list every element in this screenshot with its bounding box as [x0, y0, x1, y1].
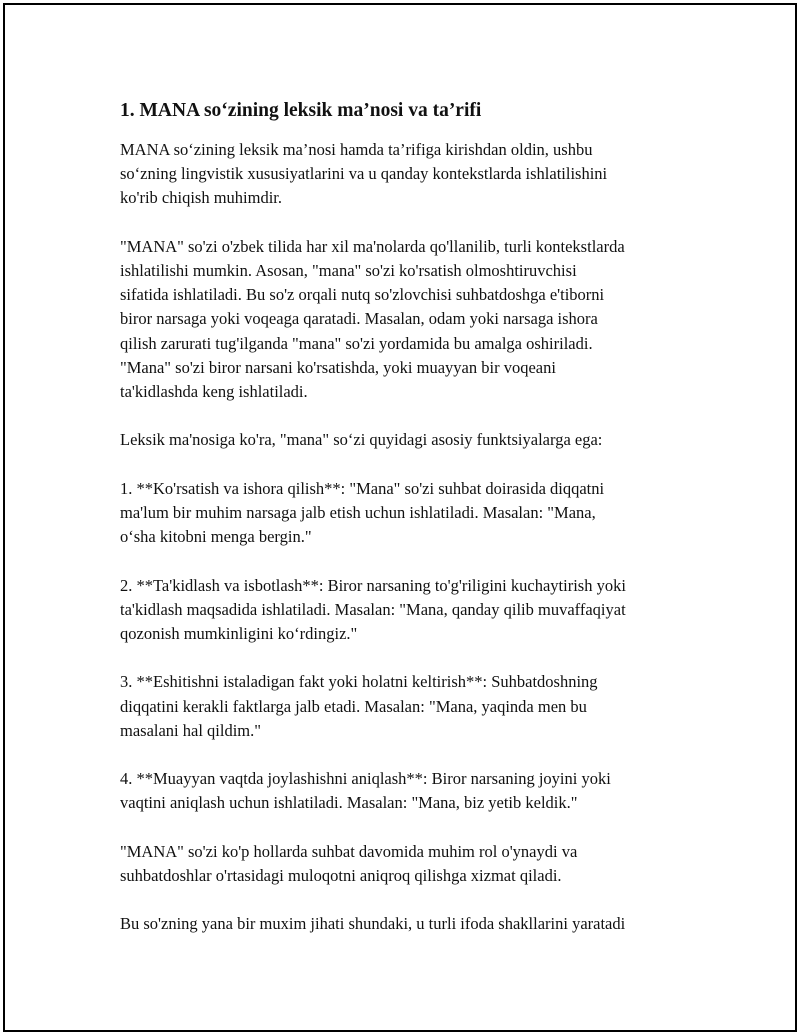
paragraph-functions-intro: Leksik ma'nosiga ko'ra, "mana" so‘zi quyidagi asosiy funktsiyalarga ega:: [120, 430, 603, 450]
paragraph-continuation: Bu so'zning yana bir muxim jihati shundaki, u turli ifoda shakllarini yaratadi: [120, 914, 626, 934]
document-body: [120, 97, 695, 961]
list-item-function-1: 1. **Ko'rsatish va ishora qilish**: "Mana" so'zi suhbat doirasida diqqatni ma'lum bir muhim narsaga jalb etish uchun ishlatiladi. Masalan: "Mana, o‘sha kitobni menga bergin.": [120, 478, 605, 547]
paragraph-intro: MANA so‘zining leksik ma’nosi hamda ta’rifiga kirishdan oldin, ushbu so‘zning lingvistik xususiyatlarini va u qanday kontekstlarda ishlatilishini ko'rib chiqish muhimdir.: [120, 140, 608, 208]
list-item-function-3: 3. **Eshitishni istaladigan fakt yoki holatni keltirish**: Suhbatdoshning diqqatini kerakli faktlarga jalb etadi. Masalan: "Mana, yaqinda men bu masalani hal qildim.": [120, 672, 598, 740]
list-item-function-4: 4. **Muayyan vaqtda joylashishni aniqlash**: Biror narsaning joyini yoki vaqtini aniqlash uchun ishlatiladi. Masalan: "Mana, biz yetib keldik.": [120, 769, 611, 813]
paragraph-usage: "MANA" so'zi o'zbek tilida har xil ma'nolarda qo'llanilib, turli kontekstlarda ishlatilishi mumkin. Asosan, "mana" so'zi ko'rsatish olmoshtiruvchisi sifatida ishlatiladi. Bu so'z orqali nutq so'zlovchisi suhbatdoshga e'tiborni biror narsaga yoki voqeaga qaratadi. Masalan, odam yoki narsaga ishora qilish zarurati tug'ilganda "mana" so'zi yordamida bu amalga oshiriladi. "Mana" so'zi biror narsani ko'rsatishda, yoki muayyan bir voqeani ta'kidlashda keng ishlatiladi.: [120, 236, 625, 402]
list-item-function-2: 2. **Ta'kidlash va isbotlash**: Biror narsaning to'g'riligini kuchaytirish yoki ta'kidlash maqsadida ishlatiladi. Masalan: "Mana, qanday qilib muvaffaqiyat qozonish mumkinligini ko‘rdingiz.": [120, 575, 626, 643]
paragraph-role: "MANA" so'zi ko'p hollarda suhbat davomida muhim rol o'ynaydi va suhbatdoshlar o'rtasidagi muloqotni aniqroq qilishga xizmat qiladi.: [120, 841, 578, 885]
section-heading: 1. MANA so‘zining leksik ma’nosi va ta’rifi: [120, 100, 482, 121]
page-frame: [3, 3, 797, 1032]
